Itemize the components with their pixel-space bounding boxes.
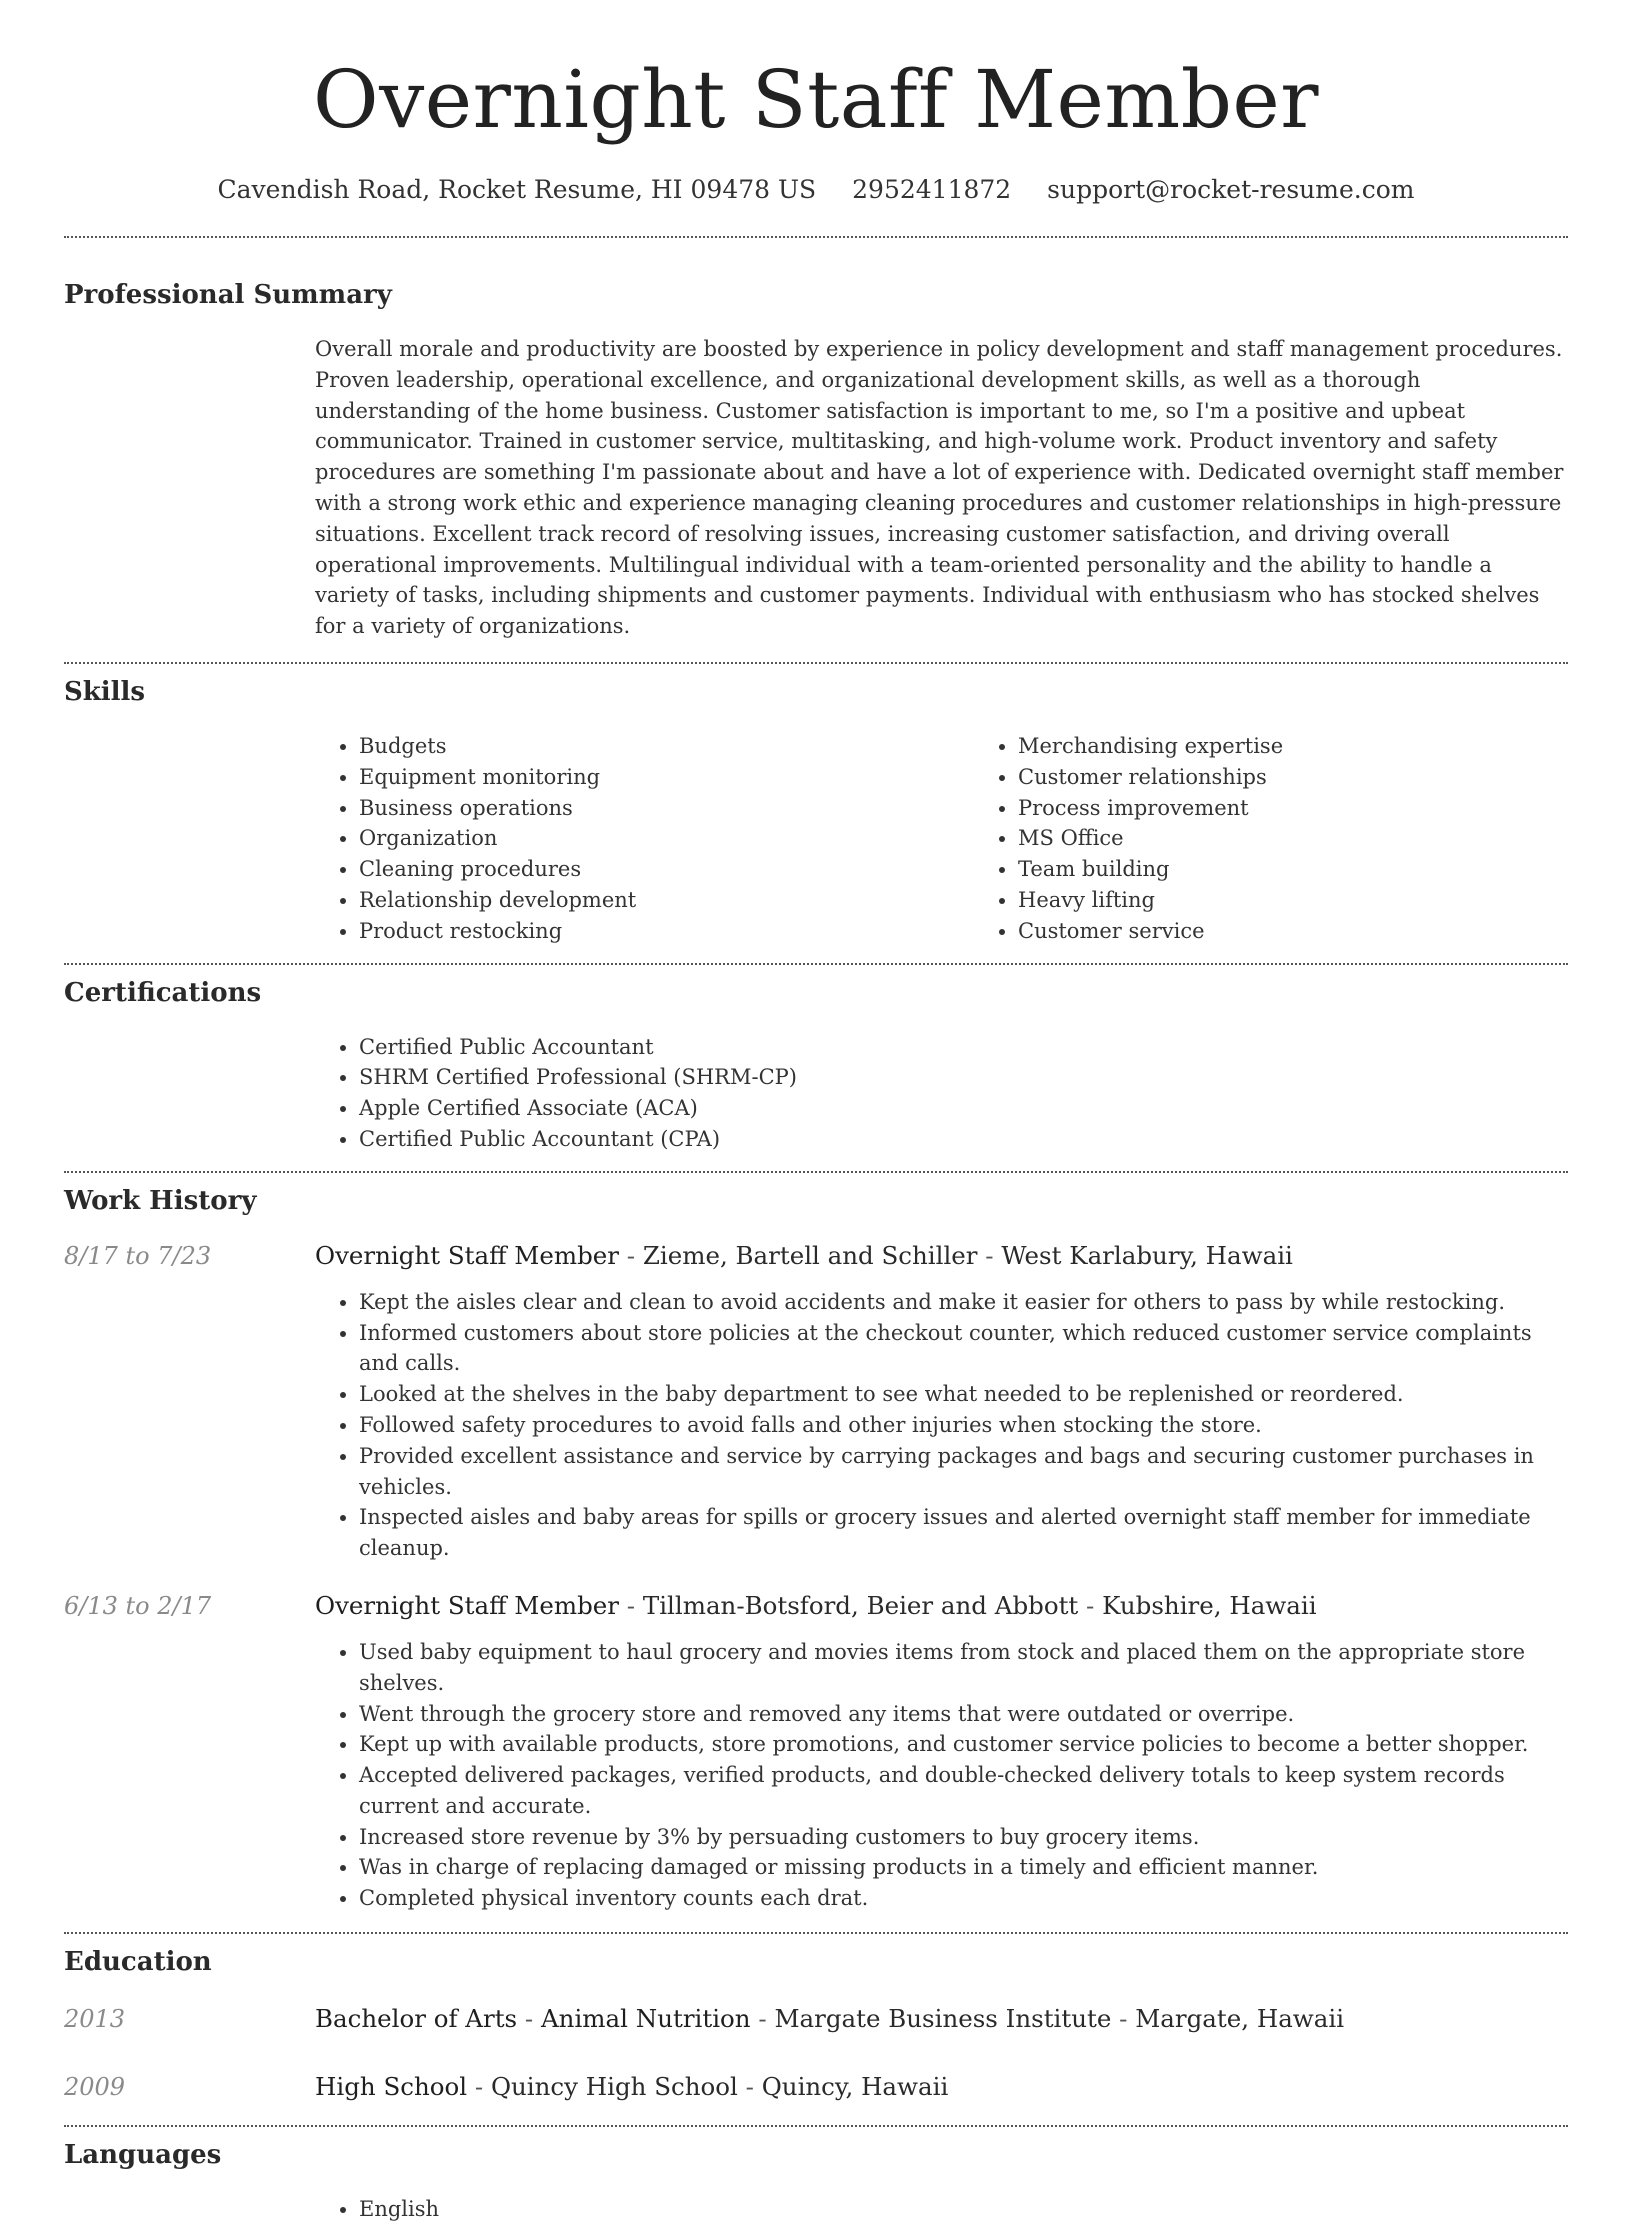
job-details [315, 1287, 1568, 1564]
job-title: Overnight Staff Member - Tillman-Botsford, Beier and Abbott - Kubshire, Hawaii [315, 1590, 1317, 1620]
skill-item: • Business operations [359, 793, 974, 824]
job-bullet: • Completed physical inventory counts each drat. [359, 1883, 1568, 1914]
job-header [64, 1590, 1568, 1622]
divider [64, 662, 1568, 664]
job-bullet: • Kept up with available products, store promotions, and customer service policies to become a better shopper. [359, 1729, 1568, 1760]
skills-list-right [974, 731, 1632, 947]
contact-address: Cavendish Road, Rocket Resume, HI 09478 US [217, 175, 817, 204]
job-bullet: • Looked at the shelves in the baby department to see what needed to be replenished or reordered. [359, 1379, 1568, 1410]
divider [64, 963, 1568, 965]
summary-content [315, 334, 1568, 642]
skill-item: • Equipment monitoring [359, 762, 974, 793]
skill-item: • Budgets [359, 731, 974, 762]
education-section [64, 1945, 1568, 2103]
skill-item: • Customer service [1018, 916, 1632, 947]
skills-grid [315, 731, 1568, 947]
summary-section [64, 278, 1568, 642]
education-title: Bachelor of Arts - Animal Nutrition - Margate Business Institute - Margate, Hawaii [315, 2004, 1345, 2034]
job-location: West Karlabury, Hawaii [1001, 1240, 1293, 1270]
certification-item: • Certified Public Accountant (CPA) [359, 1124, 1568, 1155]
job-company: Zieme, Bartell and Schiller [642, 1240, 978, 1270]
job-entry [64, 1590, 1568, 1914]
job-company: Tillman-Botsford, Beier and Abbott [642, 1590, 1079, 1620]
education-title: High School - Quincy High School - Quincy, Hawaii [315, 2072, 949, 2102]
certification-item: • SHRM Certified Professional (SHRM-CP) [359, 1062, 1568, 1093]
job-details [315, 1637, 1568, 1914]
section-title-summary: Professional Summary [64, 280, 392, 310]
job-bullets [315, 1637, 1568, 1914]
languages-content [315, 2194, 1568, 2225]
job-bullet: • Went through the grocery store and removed any items that were outdated or overripe. [359, 1699, 1568, 1730]
education-year: 2009 [64, 2073, 126, 2102]
education-school: Quincy High School [490, 2072, 738, 2102]
job-bullets [315, 1287, 1568, 1564]
candidate-name: Overnight Staff Member [313, 53, 1319, 146]
education-degree: High School [315, 2072, 468, 2102]
certification-item: • Apple Certified Associate (ACA) [359, 1093, 1568, 1124]
section-title-certifications: Certifications [64, 977, 262, 1008]
job-bullet: • Provided excellent assistance and service by carrying packages and bags and securing customer purchases in vehicles. [359, 1441, 1568, 1503]
job-role: Overnight Staff Member [315, 1590, 619, 1620]
section-title-skills: Skills [64, 676, 146, 707]
section-title-work: Work History [64, 1185, 257, 1216]
education-degree: Bachelor of Arts [315, 2004, 518, 2034]
skills-section [64, 675, 1568, 947]
education-entry [64, 2003, 1568, 2035]
job-bullet: • Followed safety procedures to avoid falls and other injuries when stocking the store. [359, 1410, 1568, 1441]
job-header [64, 1240, 1568, 1272]
job-bullet: • Used baby equipment to haul grocery and movies items from stock and placed them on the appropriate store shelves. [359, 1637, 1568, 1699]
job-role: Overnight Staff Member [315, 1240, 619, 1270]
job-dates: 6/13 to 2/17 [64, 1591, 212, 1620]
education-entry [64, 2071, 1568, 2103]
job-bullet: • Informed customers about store policies at the checkout counter, which reduced customer service complaints and calls. [359, 1318, 1568, 1380]
education-school: Margate Business Institute [774, 2004, 1112, 2034]
languages-list [315, 2194, 1568, 2225]
contact-line [64, 174, 1568, 206]
divider [64, 2125, 1568, 2127]
education-location: Quincy, Hawaii [761, 2072, 949, 2102]
contact-email: support@rocket-resume.com [1047, 175, 1415, 204]
divider [64, 236, 1568, 238]
section-title-languages: Languages [64, 2140, 222, 2171]
contact-phone: 2952411872 [852, 175, 1012, 204]
skill-item: • Customer relationships [1018, 762, 1632, 793]
job-dates: 8/17 to 7/23 [64, 1241, 212, 1270]
skill-item: • Heavy lifting [1018, 885, 1632, 916]
education-location: Margate, Hawaii [1135, 2004, 1345, 2034]
skill-item: • Cleaning procedures [359, 854, 974, 885]
job-bullet: • Accepted delivered packages, verified products, and double-checked delivery totals to keep system records current and accurate. [359, 1760, 1568, 1822]
education-field: Animal Nutrition [540, 2004, 751, 2034]
job-entry [64, 1240, 1568, 1564]
skill-item: • Product restocking [359, 916, 974, 947]
work-history-section [64, 1184, 1568, 1914]
skill-item: • MS Office [1018, 823, 1632, 854]
skill-item: • Team building [1018, 854, 1632, 885]
skill-item: • Organization [359, 823, 974, 854]
job-bullet: • Inspected aisles and baby areas for spills or grocery issues and alerted overnight staff member for immediate cleanup. [359, 1502, 1568, 1564]
language-item: • English [359, 2194, 1568, 2225]
job-location: Kubshire, Hawaii [1102, 1590, 1317, 1620]
job-title: Overnight Staff Member - Zieme, Bartell and Schiller - West Karlabury, Hawaii [315, 1240, 1293, 1270]
job-bullet: • Kept the aisles clear and clean to avoid accidents and make it easier for others to pass by while restocking. [359, 1287, 1568, 1318]
section-title-education: Education [64, 1947, 212, 1978]
certifications-list [315, 1032, 1568, 1155]
certification-item: • Certified Public Accountant [359, 1032, 1568, 1063]
divider [64, 1171, 1568, 1173]
certifications-section [64, 976, 1568, 1155]
education-year: 2013 [64, 2005, 126, 2034]
skill-item: • Relationship development [359, 885, 974, 916]
job-bullet: • Was in charge of replacing damaged or missing products in a timely and efficient manner. [359, 1852, 1568, 1883]
certifications-content [315, 1032, 1568, 1155]
skill-item: • Process improvement [1018, 793, 1632, 824]
skill-item: • Merchandising expertise [1018, 731, 1632, 762]
languages-section [64, 2138, 1568, 2225]
job-bullet: • Increased store revenue by 3% by persuading customers to buy grocery items. [359, 1822, 1568, 1853]
skills-list-left [315, 731, 974, 947]
divider [64, 1932, 1568, 1934]
summary-text: Overall morale and productivity are boosted by experience in policy development and staff management procedures. Proven leadership, operational excellence, and organizational development skills, as well as a thorough understanding of the home business. Customer satisfaction is important to me, so I'm a positive and upbeat communicator. Trained in customer service, multitasking, and high-volume work. Product inventory and safety procedures are something I'm passionate about and have a lot of experience with. Dedicated overnight staff member with a strong work ethic and experience managing cleaning procedures and customer relationships in high-pressure situations. Excellent track record of resolving issues, increasing customer satisfaction, and driving overall operational improvements. Multilingual individual with a team-oriented personality and the ability to handle a variety of tasks, including shipments and customer payments. Individual with enthusiasm who has stocked shelves for a variety of organizations. [315, 337, 1564, 639]
